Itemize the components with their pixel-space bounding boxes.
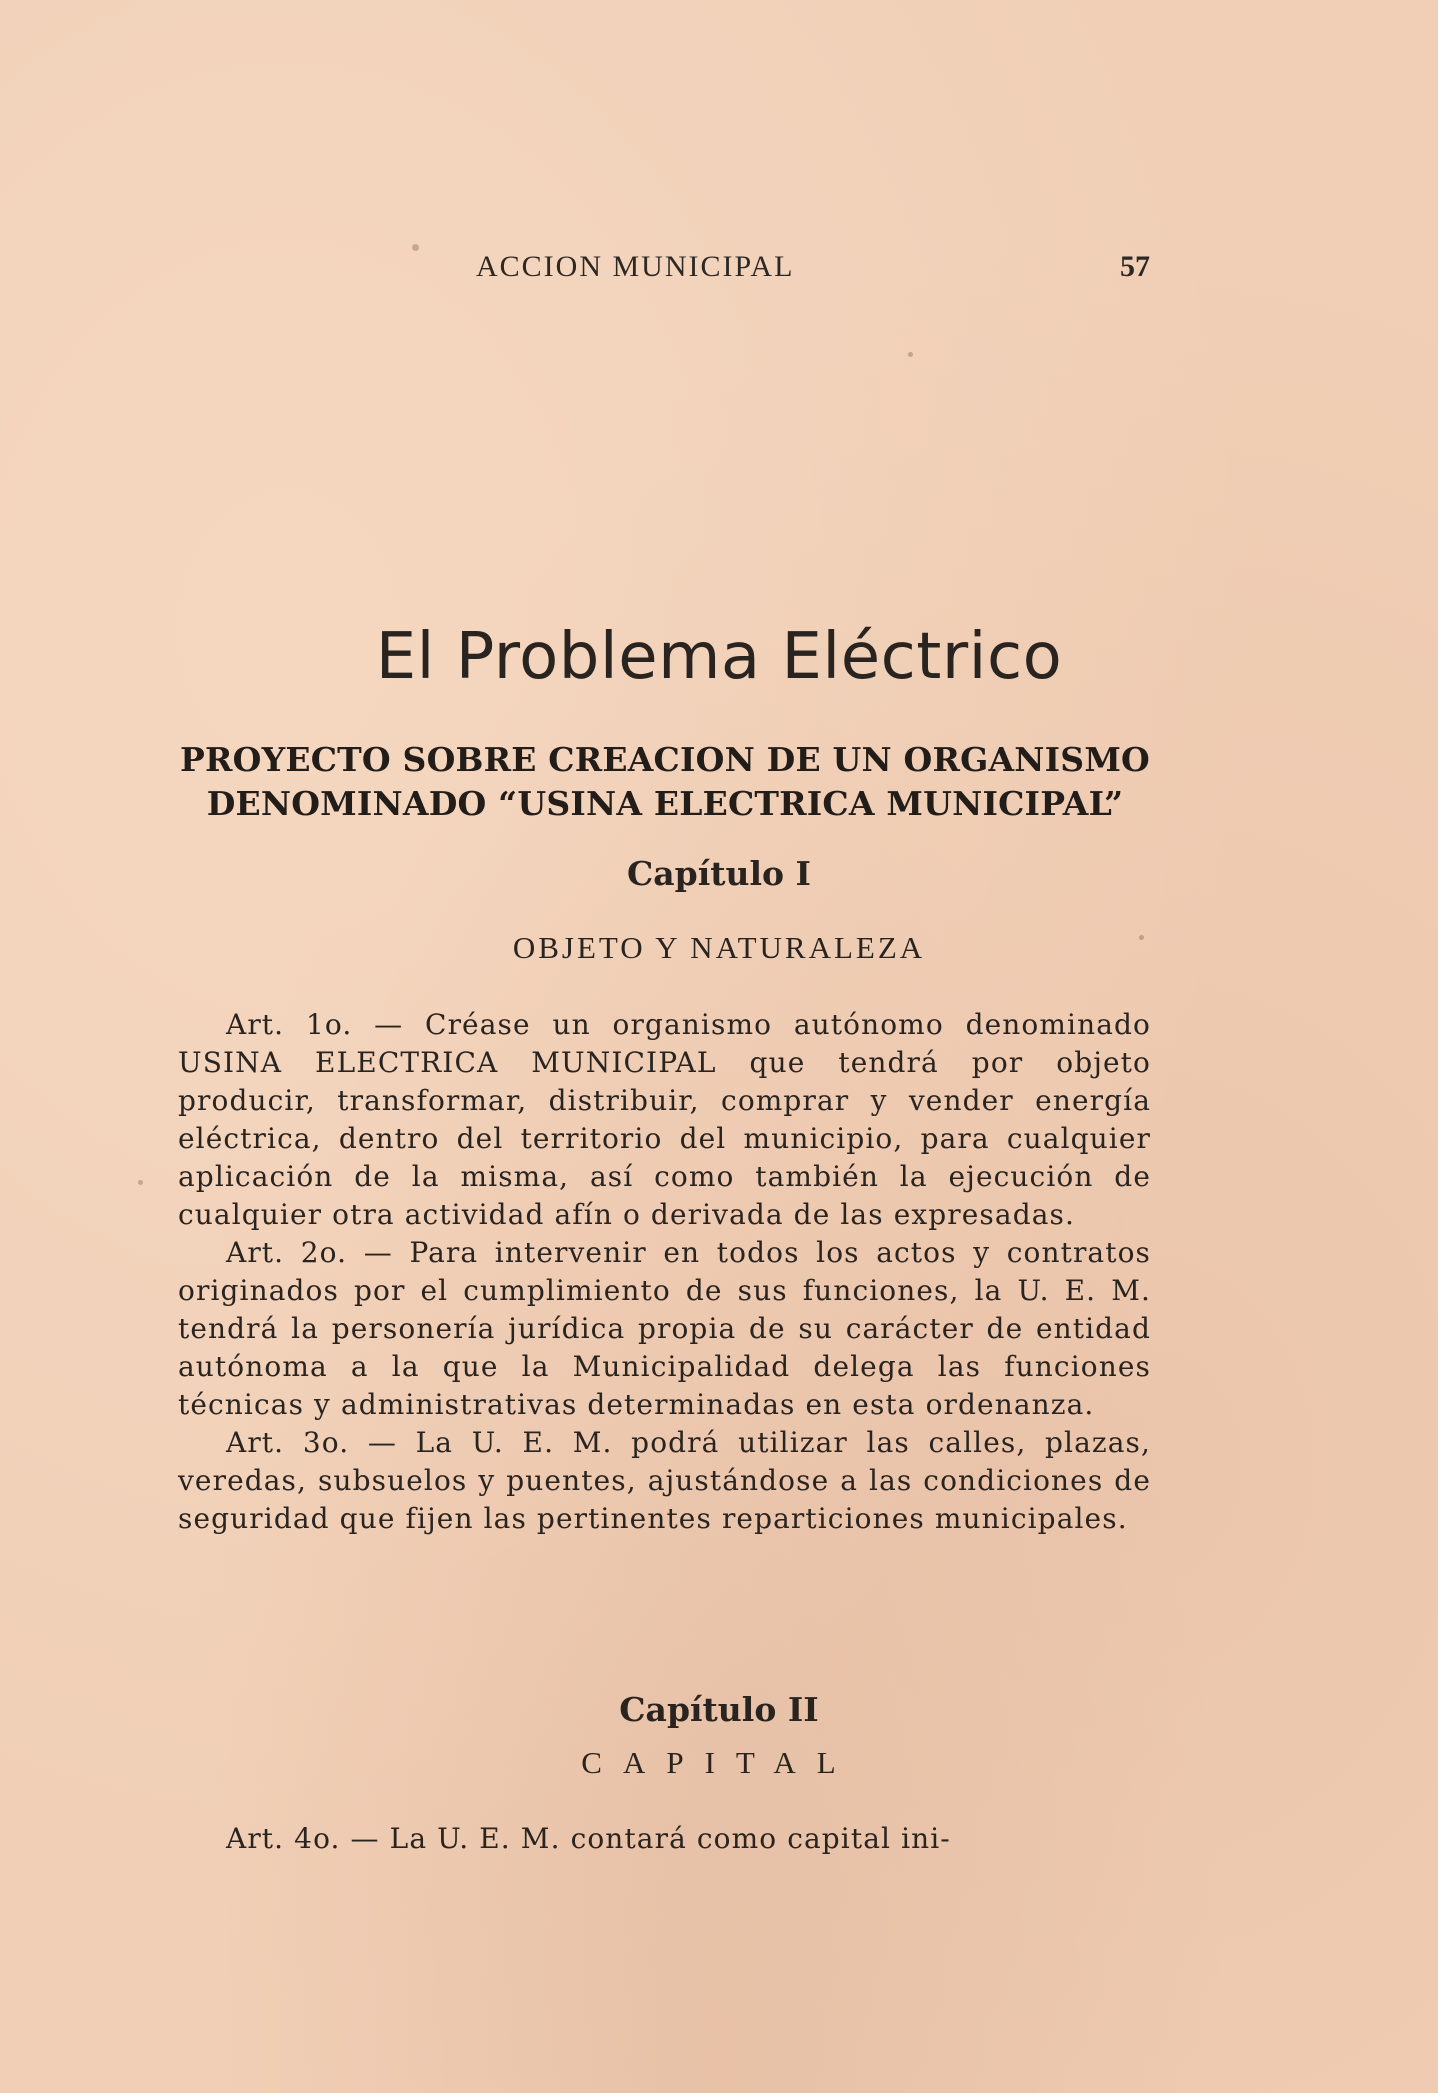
article-3: Art. 3o. — La U. E. M. podrá utilizar las calles, plazas, veredas, subsuelos y puentes, ajustándose a las condiciones de seguridad que fijen las pertinentes reparticiones municipales. (178, 1426, 1151, 1535)
chapter-1-heading: Capítulo I (627, 854, 811, 893)
article-1: Art. 1o. — Créase un organismo autónomo denominado USINA ELECTRICA MUNICIPAL que tendrá por objeto producir, transformar, distribuir, comprar y vender energía eléctrica, dentro del territorio del municipio, para cualquier aplicación de la misma, así como también la ejecución de cualquier otra actividad afín o derivada de las expresadas. (178, 1008, 1151, 1231)
chapter-2-subheading: CAPITAL (581, 1745, 857, 1780)
ink-speck (908, 352, 913, 357)
article-title: El Problema Eléctrico (375, 620, 1063, 694)
project-title (175, 738, 1155, 826)
chapter-2-heading: Capítulo II (619, 1690, 819, 1729)
chapter-1-subheading: OBJETO Y NATURALEZA (512, 930, 926, 965)
page-number: 57 (1120, 250, 1150, 283)
running-head (180, 250, 1150, 290)
chapter-1-body (178, 1006, 1151, 1538)
article-2: Art. 2o. — Para intervenir en todos los actos y contratos originados por el cumplimiento de sus funciones, la U. E. M. tendrá la personería jurídica propia de su carácter de entidad autónoma a la que la Municipalidad delega las funciones técnicas y administrativas determinadas en esta ordenanza. (178, 1236, 1151, 1421)
chapter-2-body (178, 1820, 1151, 1858)
project-title-line-1: PROYECTO SOBRE CREACION DE UN ORGANISMO (180, 740, 1150, 779)
article-4: Art. 4o. — La U. E. M. contará como capital ini- (226, 1822, 951, 1855)
ink-speck (138, 1180, 143, 1185)
project-title-line-2: DENOMINADO “USINA ELECTRICA MUNICIPAL” (206, 784, 1124, 823)
journal-title: ACCION MUNICIPAL (476, 250, 795, 283)
